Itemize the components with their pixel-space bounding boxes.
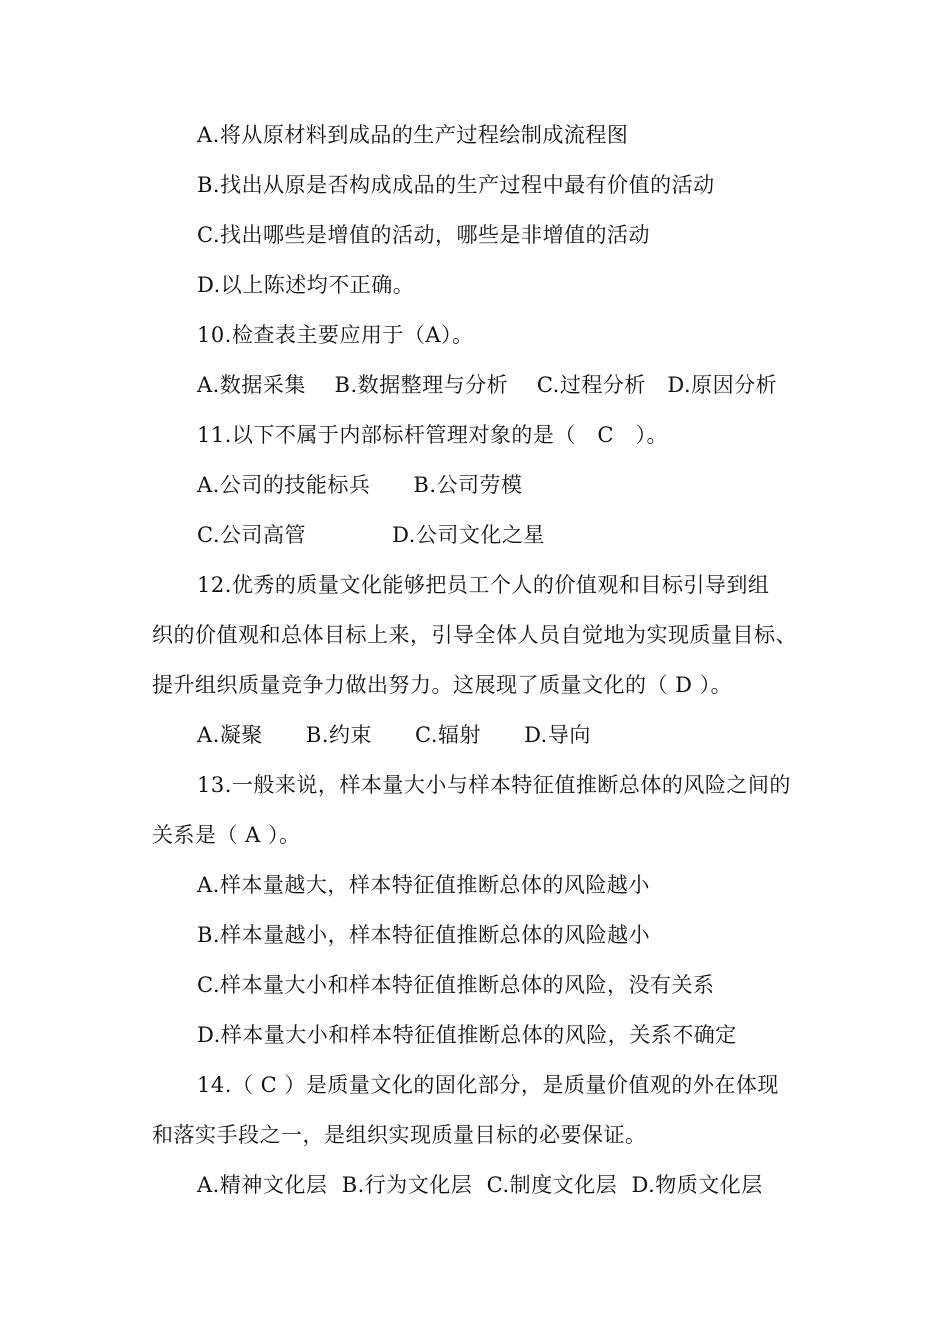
q10-options: A.数据采集 B.数据整理与分析 C.过程分析 D.原因分析 bbox=[197, 373, 778, 397]
q12-stem-line2: 织的价值观和总体目标上来，引导全体人员自觉地为实现质量目标、 bbox=[152, 623, 797, 647]
q9-option-b: B.找出从原是否构成成品的生产过程中最有价值的活动 bbox=[197, 173, 715, 197]
q12-stem-line1: 12.优秀的质量文化能够把员工个人的价值观和目标引导到组 bbox=[197, 573, 770, 597]
q11-stem: 11.以下不属于内部标杆管理对象的是（ C ）。 bbox=[197, 423, 669, 447]
q13-option-d: D.样本量大小和样本特征值推断总体的风险，关系不确定 bbox=[197, 1023, 737, 1047]
q11-options-row2: C.公司高管 D.公司文化之星 bbox=[197, 523, 545, 547]
q13-stem-line1: 13.一般来说，样本量大小与样本特征值推断总体的风险之间的 bbox=[197, 773, 791, 797]
q13-option-c: C.样本量大小和样本特征值推断总体的风险，没有关系 bbox=[197, 973, 715, 997]
q11-options-row1: A.公司的技能标兵 B.公司劳模 bbox=[197, 473, 523, 497]
q14-stem-line1: 14.（ C ）是质量文化的固化部分，是质量价值观的外在体现 bbox=[197, 1073, 779, 1097]
q9-option-d: D.以上陈述均不正确。 bbox=[197, 273, 415, 297]
q13-option-a: A.样本量越大，样本特征值推断总体的风险越小 bbox=[197, 873, 650, 897]
q14-options: A.精神文化层 B.行为文化层 C.制度文化层 D.物质文化层 bbox=[197, 1173, 763, 1197]
q9-option-a: A.将从原材料到成品的生产过程绘制成流程图 bbox=[197, 123, 629, 147]
q13-option-b: B.样本量越小，样本特征值推断总体的风险越小 bbox=[197, 923, 651, 947]
q12-options: A.凝聚 B.约束 C.辐射 D.导向 bbox=[197, 723, 591, 747]
q13-stem-line2: 关系是（ A ）。 bbox=[152, 823, 301, 847]
q12-stem-line3: 提升组织质量竞争力做出努力。这展现了质量文化的（ D ）。 bbox=[152, 673, 733, 697]
q10-stem: 10.检查表主要应用于（A）。 bbox=[197, 323, 474, 347]
q14-stem-line2: 和落实手段之一，是组织实现质量目标的必要保证。 bbox=[152, 1123, 647, 1147]
q9-option-c: C.找出哪些是增值的活动，哪些是非增值的活动 bbox=[197, 223, 650, 247]
